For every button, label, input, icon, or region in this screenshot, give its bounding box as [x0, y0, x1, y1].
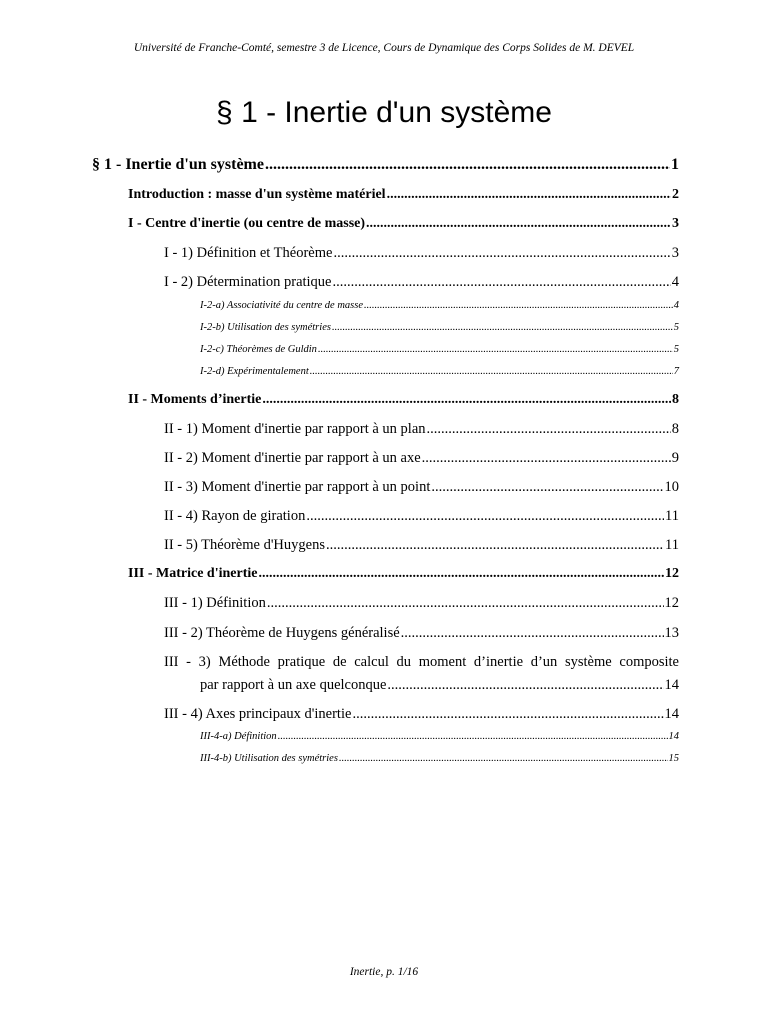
toc-entry[interactable]: I-2-c) Théorèmes de Guldin ..... 5: [200, 344, 679, 355]
page-title: § 1 - Inertie d'un système: [216, 96, 552, 129]
toc-entry[interactable]: I - Centre d'inertie (ou centre de masse) ..... 3: [128, 216, 679, 232]
toc-entry[interactable]: I-2-d) Expérimentalement ..... 7: [200, 366, 679, 377]
toc-entry[interactable]: III - 3) Méthode pratique de calcul du moment d’inertie d’un système composite par rapport à un axe quelconque ..... 14: [164, 654, 679, 694]
toc-entry[interactable]: II - 3) Moment d'inertie par rapport à un point ..... 10: [164, 479, 679, 496]
toc-entry[interactable]: I - 2) Détermination pratique ..... 4: [164, 274, 679, 291]
toc-entry[interactable]: III - Matrice d'inertie ..... 12: [128, 566, 679, 582]
toc-entry[interactable]: III - 4) Axes principaux d'inertie ..... 14: [164, 706, 679, 723]
toc-entry[interactable]: III-4-b) Utilisation des symétries ..... 15: [200, 753, 679, 764]
page-footer: Inertie, p. 1/16: [349, 966, 419, 978]
toc-entry[interactable]: III-4-a) Définition ..... 14: [200, 731, 679, 742]
toc-entry[interactable]: II - Moments d’inertie ..... 8: [128, 392, 679, 408]
toc-entry[interactable]: II - 2) Moment d'inertie par rapport à un axe ..... 9: [164, 450, 679, 467]
running-header: Université de Franche-Comté, semestre 3 de Licence, Cours de Dynamique des Corps Solides de M. DEVEL: [133, 42, 635, 54]
toc-entry[interactable]: § 1 - Inertie d'un système ..... 1: [92, 156, 679, 174]
toc-entry[interactable]: I - 1) Définition et Théorème ..... 3: [164, 245, 679, 262]
toc-entry[interactable]: I-2-b) Utilisation des symétries ..... 5: [200, 322, 679, 333]
toc-entry[interactable]: II - 4) Rayon de giration ..... 11: [164, 508, 679, 525]
toc-entry[interactable]: II - 5) Théorème d'Huygens ..... 11: [164, 537, 679, 554]
toc-entry[interactable]: I-2-a) Associativité du centre de masse ..... 4: [200, 300, 679, 311]
toc-entry[interactable]: III - 2) Théorème de Huygens généralisé ..... 13: [164, 625, 679, 642]
toc-entry[interactable]: Introduction : masse d'un système matériel ..... 2: [128, 187, 679, 203]
toc-entry[interactable]: III - 1) Définition ..... 12: [164, 595, 679, 612]
toc-entry[interactable]: II - 1) Moment d'inertie par rapport à un plan ..... 8: [164, 421, 679, 438]
